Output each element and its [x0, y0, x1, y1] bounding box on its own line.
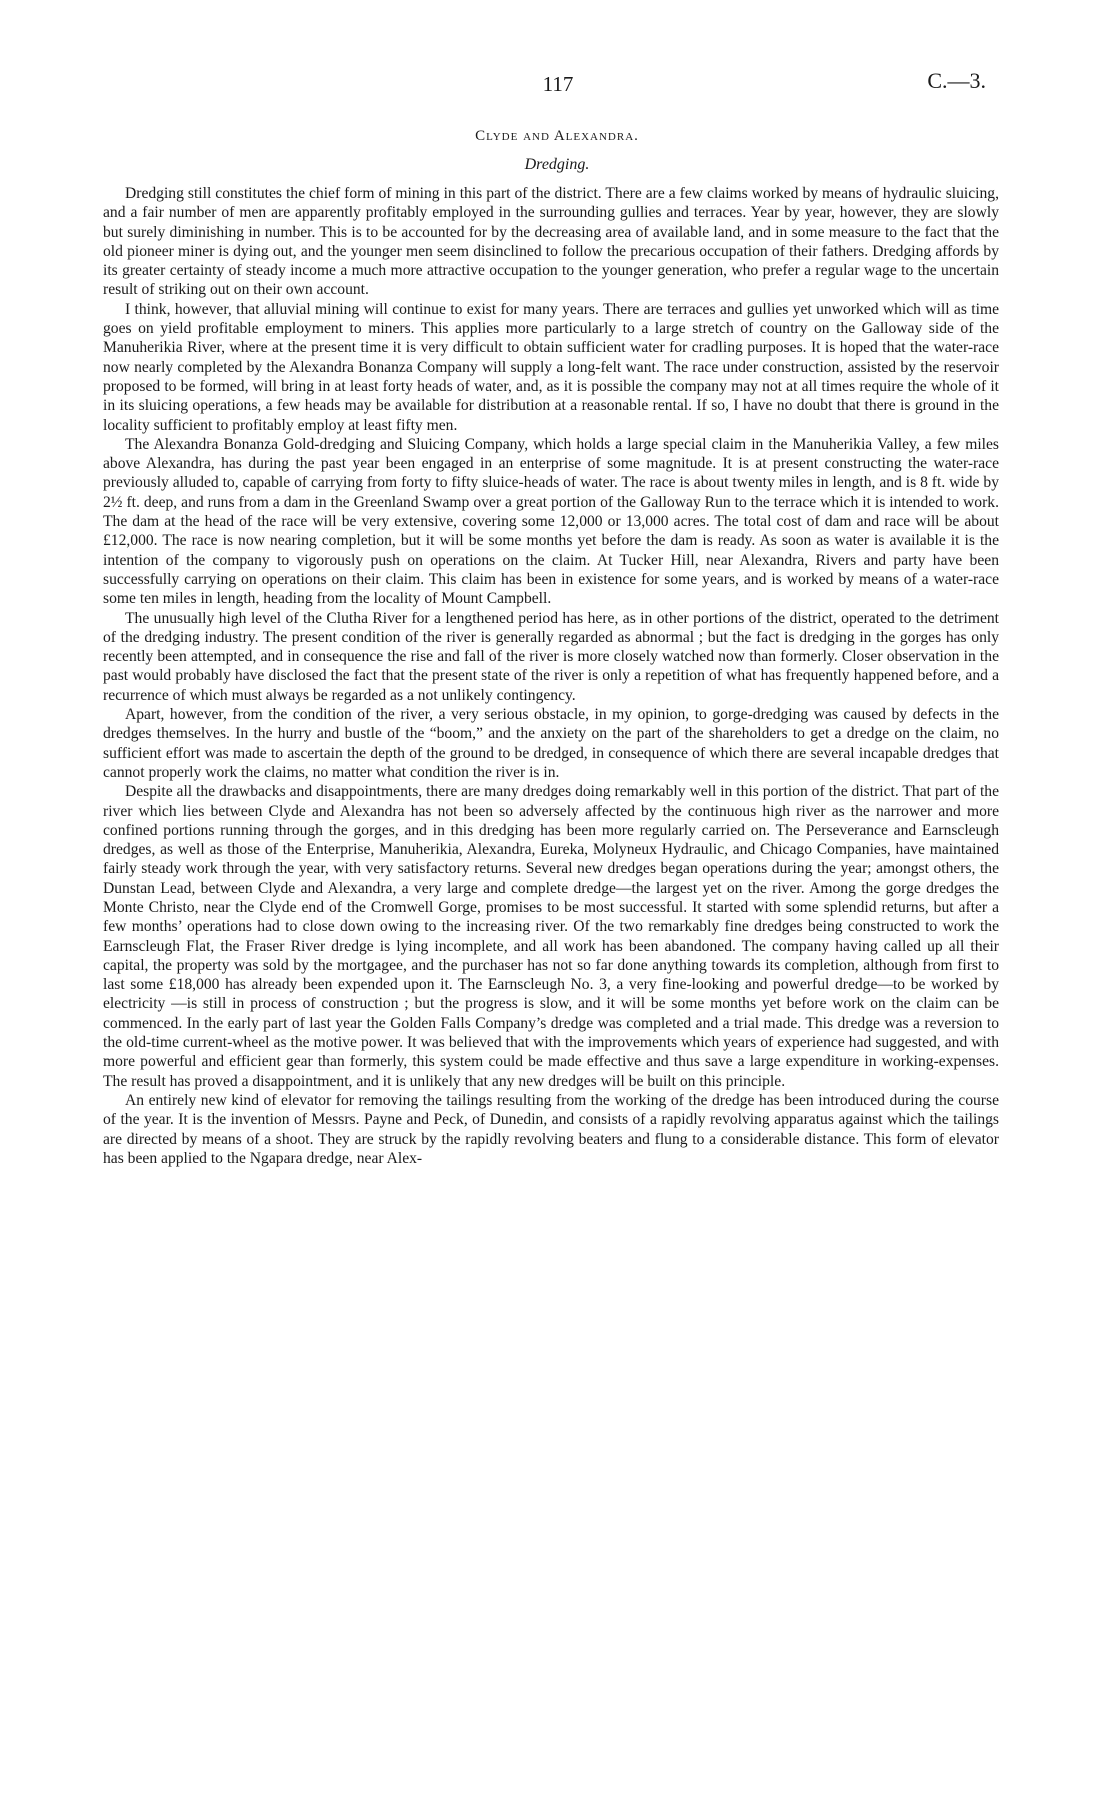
body-text — [103, 184, 999, 1168]
document-reference: C.—3. — [927, 68, 986, 93]
section-subheading: Dredging. — [524, 156, 590, 173]
paragraph: Despite all the drawbacks and disappointments, there are many dredges doing remarkably well in this portion of the district. That part of the river which lies between Clyde and Alexandra has not been so adversely affected by the continuous high river as the narrower and more confined portions running through the gorges, and in this dredging has been more regularly carried on. The Perseverance and Earnscleugh dredges, as well as those of the Enterprise, Manuherikia, Alexandra, Eureka, Molyneux Hydraulic, and Chicago Companies, have maintained fairly steady work through the year, with very satisfactory returns. Several new dredges began operations during the year; amongst others, the Dunstan Lead, between Clyde and Alexandra, a very large and complete dredge—the largest yet on the river. Among the gorge dredges the Monte Christo, near the Clyde end of the Cromwell Gorge, promises to be most successful. It started with some splendid returns, but after a few months’ operations had to close down owing to the increasing river. Of the two remarkably fine dredges being constructed to work the Earnscleugh Flat, the Fraser River dredge is lying incomplete, and all work has been abandoned. The company having called up all their capital, the property was sold by the mortgagee, and the purchaser has not so far done anything towards its completion, although from first to last some £18,000 has already been expended upon it. The Earnscleugh No. 3, a very fine-looking and powerful dredge—to be worked by electricity —is still in process of construction ; but the progress is slow, and it will be some months yet before work on the claim can be commenced. In the early part of last year the Golden Falls Company’s dredge was completed and a trial made. This dredge was a reversion to the old-time current-wheel as the motive power. It was believed that with the improvements which years of experience had suggested, and with more powerful and efficient gear than formerly, this system could be made effective and thus save a large expenditure in working-expenses. The result has proved a disappointment, and it is unlikely that any new dredges will be built on this principle. — [103, 783, 999, 1090]
paragraph: Dredging still constitutes the chief form of mining in this part of the district. There are a few claims worked by means of hydraulic sluicing, and a fair number of men are apparently profitably employed in the surrounding gullies and terraces. Year by year, however, they are slowly but surely diminishing in number. This is to be accounted for by the decreasing area of available land, and in some measure to the fact that the old pioneer miner is dying out, and the younger men seem disinclined to follow the precarious occupation of their fathers. Dredging affords by its greater certainty of steady income a much more attractive occupation to the younger generation, who prefer a regular wage to the uncertain result of striking out on their own account. — [103, 185, 999, 299]
paragraph: The Alexandra Bonanza Gold-dredging and Sluicing Company, which holds a large special claim in the Manuherikia Valley, a few miles above Alexandra, has during the past year been engaged in an enterprise of some magnitude. It is at present constructing the water-race previously alluded to, capable of carrying from forty to fifty sluice-heads of water. The race is about twenty miles in length, and is 8 ft. wide by 2½ ft. deep, and runs from a dam in the Greenland Swamp over a great portion of the Galloway Run to the terrace which it is intended to work. The dam at the head of the race will be very extensive, covering some 12,000 or 13,000 acres. The total cost of dam and race will be about £12,000. The race is now nearing completion, but it will be some months yet before the dam is ready. As soon as water is available it is the intention of the company to vigorously push on operations on the claim. At Tucker Hill, near Alexandra, Rivers and party have been successfully carrying on operations on their claim. This claim has been in existence for some years, and is worked by means of a water-race some ten miles in length, heading from the locality of Mount Campbell. — [103, 435, 999, 608]
section-heading: Clyde and Alexandra. — [475, 128, 639, 144]
page-number: 117 — [542, 72, 574, 96]
paragraph: Apart, however, from the condition of the river, a very serious obstacle, in my opinion, to gorge-dredging was caused by defects in the dredges themselves. In the hurry and bustle of the “boom,” and the anxiety on the part of the shareholders to get a dredge on the claim, no sufficient effort was made to ascertain the depth of the ground to be dredged, in consequence of which there are several incapable dredges that cannot properly work the claims, no matter what condition the river is in. — [103, 706, 999, 781]
paragraph: I think, however, that alluvial mining will continue to exist for many years. There are terraces and gullies yet unworked which will as time goes on yield profitable employment to miners. This applies more particularly to a large stretch of country on the Galloway side of the Manuherikia River, where at the present time it is very difficult to obtain sufficient water for cradling purposes. It is hoped that the water-race now nearly completed by the Alexandra Bonanza Company will supply a long-felt want. The race under construction, assisted by the reservoir proposed to be formed, will bring in at least forty heads of water, and, as it is possible the company may not at all times require the whole of it in its sluicing operations, a few heads may be available for distribution at a reasonable rental. If so, I have no doubt that there is ground in the locality sufficient to profitably employ at least fifty men. — [103, 300, 999, 434]
paragraph: The unusually high level of the Clutha River for a lengthened period has here, as in other portions of the district, operated to the detriment of the dredging industry. The present condition of the river is generally regarded as abnormal ; but the fact is dredging in the gorges has only recently been attempted, and in consequence the rise and fall of the river is more closely watched now than formerly. Closer observation in the past would probably have disclosed the fact that the present state of the river is only a repetition of what has frequently happened before, and a recurrence of which must always be regarded as a not unlikely contingency. — [103, 609, 999, 704]
paragraph: An entirely new kind of elevator for removing the tailings resulting from the working of the dredge has been introduced during the course of the year. It is the invention of Messrs. Payne and Peck, of Dunedin, and consists of a rapidly revolving apparatus against which the tailings are directed by means of a shoot. They are struck by the rapidly revolving beaters and flung to a considerable distance. This form of elevator has been applied to the Ngapara dredge, near Alex- — [103, 1091, 999, 1167]
